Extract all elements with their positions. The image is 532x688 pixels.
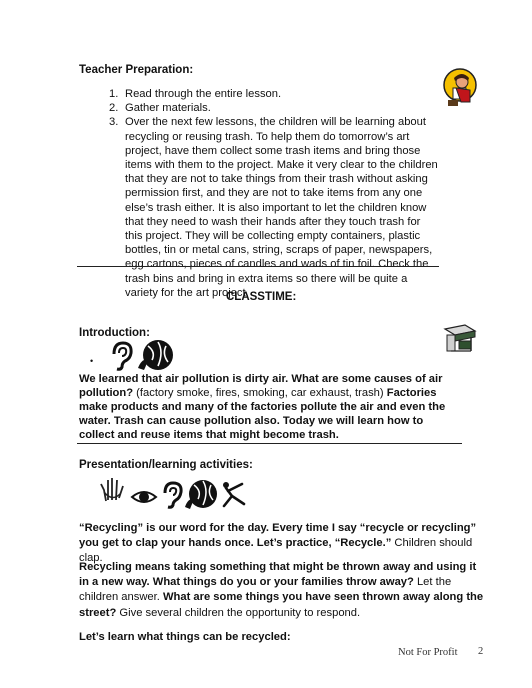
- globe-head-icon: [136, 338, 176, 372]
- school-desk-icon: [441, 321, 479, 355]
- page-number: 2: [478, 646, 484, 657]
- list-item: 1. Read through the entire lesson.: [109, 88, 282, 100]
- footer-text: Not For Profit: [398, 647, 458, 658]
- teacher-reading-icon: [440, 66, 482, 110]
- introduction-heading: Introduction:: [79, 327, 150, 339]
- bullet-point: •: [90, 356, 94, 366]
- teacher-prep-list: [109, 87, 439, 300]
- eye-icon: [130, 487, 158, 507]
- list-item: 3. Over the next few lessons, the children will be learning about recycling or reusing trash. To help them do tomorrow’s art project, have them collect some trash items and bring those items with them to the project. Make it very clear to the children that they are not to take things from their trash without asking permission first, and they are not to take items from any one else’s trash either. It is also important to let the children know that they need to wash their hands after they touch trash for this project. They will be collecting empty containers, plastic bottles, tin or metal cans, string, scraps of paper, newspapers, egg cartons, pieces of candles and wads of tin foil. Check the trash bins and bring in extra items so there will be quite a variety for the art project.: [109, 116, 438, 299]
- stretching-figure-icon: [218, 480, 248, 508]
- presentation-heading: Presentation/learning activities:: [79, 459, 253, 471]
- section-divider: [77, 443, 462, 444]
- recycling-word-paragraph: “Recycling” is our word for the day. Every time I say “recycle or recycling” you get to clap your hands once. Let’s practice, “Recycle.” Children should clap.: [79, 522, 477, 565]
- classtime-heading: CLASSTIME:: [226, 291, 297, 303]
- list-item: 2. Gather materials.: [109, 102, 211, 115]
- recycling-meaning-paragraph: Recycling means taking something that might be thrown away and using it in a new way. What things do you or your families throw away? Let the children answer. What are some things you have seen thrown away along the street? Give several children the opportunity to respond.: [79, 561, 484, 619]
- introduction-paragraph: We learned that air pollution is dirty air. What are some causes of air pollution? (factory smoke, fires, smoking, car exhaust, trash) Factories make products and many of the factories pollute the air and even the water. Trash can cause pollution also. Today we will learn how to collect and reuse items that might become trash.: [79, 373, 446, 441]
- section-divider: [77, 266, 439, 267]
- hand-icon: [98, 476, 126, 502]
- teacher-prep-heading: Teacher Preparation:: [79, 64, 194, 76]
- ear-icon: [106, 340, 136, 372]
- recycle-items-heading: Let’s learn what things can be recycled:: [79, 631, 291, 643]
- ear-icon: [158, 480, 186, 510]
- globe-head-icon: [184, 478, 218, 510]
